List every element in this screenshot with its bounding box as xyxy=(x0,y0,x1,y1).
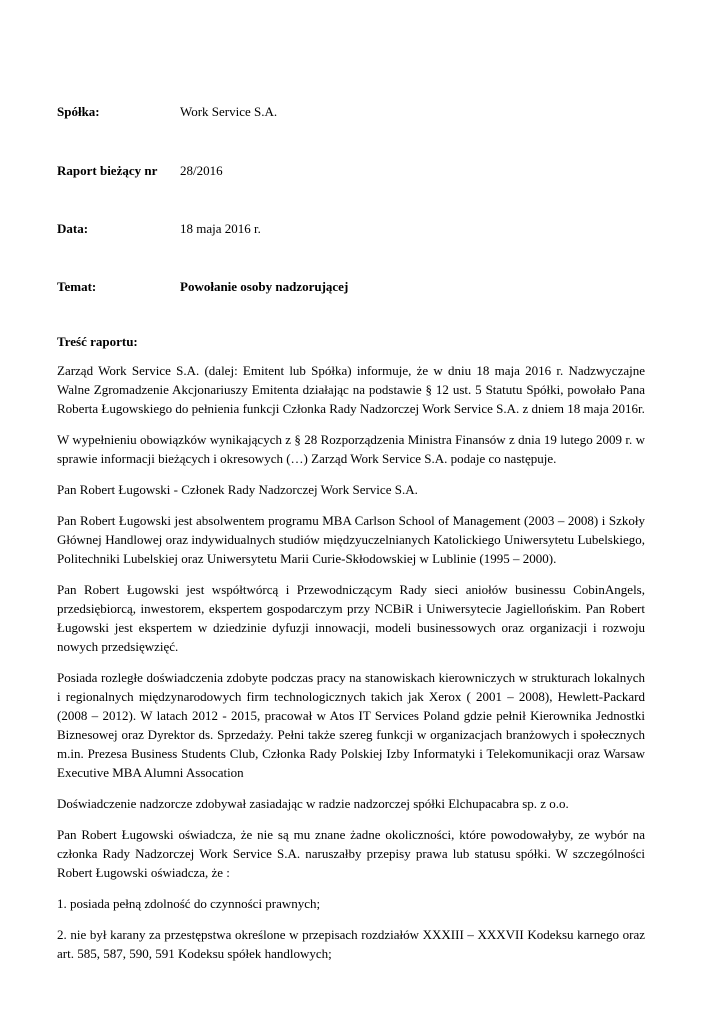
declaration-item-1: 1. posiada pełną zdolność do czynności prawnych; xyxy=(57,896,321,911)
field-company xyxy=(57,102,645,122)
field-date xyxy=(57,219,645,239)
field-subject xyxy=(57,277,645,297)
field-subject-label: Temat: xyxy=(57,279,97,294)
field-subject-value: Powołanie osoby nadzorującej xyxy=(180,279,349,294)
paragraph-regulation: W wypełnieniu obowiązków wynikających z § 28 Rozporządzenia Ministra Finansów z dnia 19 lutego 2009 r. w sprawie informacji bieżących i okresowych (…) Zarząd Work Service S.A. podaje co następuje. xyxy=(57,432,645,466)
field-report-number-value: 28/2016 xyxy=(180,163,223,178)
report-heading: Treść raportu: xyxy=(57,334,138,349)
declaration-item-2: 2. nie był karany za przestępstwa określone w przepisach rozdziałów XXXIII – XXXVII Kodeksu karnego oraz art. 585, 587, 590, 591 Kodeksu spółek handlowych; xyxy=(57,927,645,961)
field-company-value: Work Service S.A. xyxy=(180,104,278,119)
field-report-number-label: Raport bieżący nr xyxy=(57,163,158,178)
paragraph-declaration: Pan Robert Ługowski oświadcza, że nie są mu znane żadne okoliczności, które powodowałyby, ze wybór na członka Rady Nadzorczej Work Service S.A. naruszałby przepisy prawa lub statusu spółki. W szczególności Robert Ługowski oświadcza, że : xyxy=(57,827,645,880)
field-date-label: Data: xyxy=(57,221,89,236)
paragraph-supervisory: Doświadczenie nadzorcze zdobywał zasiadając w radzie nadzorczej spółki Elchupacabra sp. z o.o. xyxy=(57,796,569,811)
field-report-number xyxy=(57,161,645,181)
paragraph-appointment: Zarząd Work Service S.A. (dalej: Emitent lub Spółka) informuje, że w dniu 18 maja 2016 r. Nadzwyczajne Walne Zgromadzenie Akcjonariuszy Emitenta działając na podstawie § 12 ust. 5 Statutu Spółki, powołało Pana Roberta Ługowskiego do pełnienia funkcji Członka Rady Nadzorczej Work Service S.A. z dniem 18 maja 2016r. xyxy=(57,363,645,416)
report-body xyxy=(57,332,645,975)
paragraph-expertise: Pan Robert Ługowski jest współtwórcą i Przewodniczącym Rady sieci aniołów businessu CobinAngels, przedsiębiorcą, inwestorem, ekspertem gospodarczym przy NCBiR i Uniwersytecie Jagiellońskim. Pan Robert Ługowski jest ekspertem w dziedzinie dyfuzji innowacji, modeli businessowych oraz organizacji i rozwoju nowych przedsięwzięć. xyxy=(57,582,645,654)
field-company-label: Spółka: xyxy=(57,104,100,119)
paragraph-member-title: Pan Robert Ługowski - Członek Rady Nadzorczej Work Service S.A. xyxy=(57,482,418,497)
field-date-value: 18 maja 2016 r. xyxy=(180,221,261,236)
paragraph-experience: Posiada rozległe doświadczenia zdobyte podczas pracy na stanowiskach kierowniczych w strukturach lokalnych i regionalnych międzynarodowych firm technologicznych takich jak Xerox ( 2001 – 2008), Hewlett-Packard (2008 – 2012). W latach 2012 - 2015, pracował w Atos IT Services Poland gdzie pełnił Kierownika Jednostki Biznesowej oraz Dyrektor ds. Sprzedaży. Pełni także szereg funkcji w organizacjach branżowych i społecznych m.in. Prezesa Business Students Club, Członka Rady Polskiej Izby Informatyki i Telekomunikacji oraz Warsaw Executive MBA Alumni Assocation xyxy=(57,670,645,780)
paragraph-education: Pan Robert Ługowski jest absolwentem programu MBA Carlson School of Management (2003 – 2008) i Szkoły Głównej Handlowej oraz indywidualnych studiów międzyuczelnianych Katolickiego Uniwersytetu Lubelskiego, Politechniki Lubelskiej oraz Uniwersytetu Marii Curie-Skłodowskiej w Lublinie (1995 – 2000). xyxy=(57,513,645,566)
